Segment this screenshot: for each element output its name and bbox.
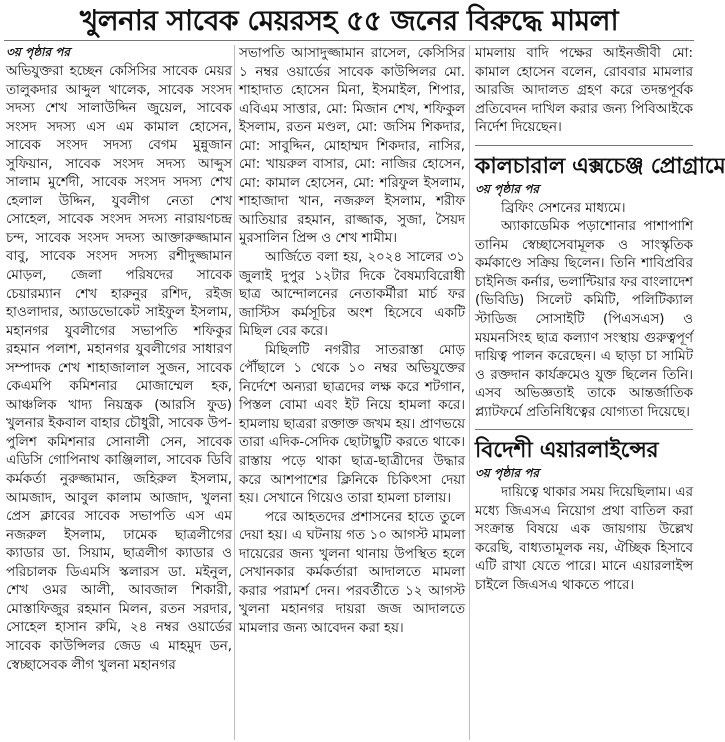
column-divider xyxy=(469,45,470,740)
article-paragraph: পরে আহতদের প্রশাসনের হাতে তুলে দেয়া হয়। এ ঘটনায় গত ১০ আগস্ট মামলা দায়েরের জন্য খুলনা থানায় উপস্থিত হলে সেখানকার কর্মকর্তারা আদালতে মামলা করার পরামর্শ দেন। পরবর্তীতে ১২ আগস্ট খুলনা মহানগর দায়রা জজ আদালতে মামলার জন্য আবেদন করা হয়। xyxy=(239,509,465,636)
section-headline-cultural-exchange: কালচারাল এক্সচেঞ্জ প্রোগ্রামে xyxy=(475,153,725,179)
continued-label: ৩য় পৃষ্ঠার পর xyxy=(475,466,540,481)
article-paragraph: দায়িত্বে থাকার সময় দিয়েছিলাম। এর মধ্যে জিএসএ নিয়োগ প্রথা বাতিল করা সংক্রান্ত বিষয়ে এক জায়গায় উল্লেখ করেছি, বাধ্যতামূলক নয়, ঐচ্ছিক হিসাবে এটি রাখা যেতে পারে। মানে এয়ারলাইন্স চাইলে জিএসএ থাকতে পারে। xyxy=(475,485,693,594)
section-rule xyxy=(475,145,693,146)
section-headline-foreign-airlines: বিদেশী এয়ারলাইন্সের xyxy=(475,438,659,464)
headline-rule xyxy=(4,40,694,41)
article-column-2 xyxy=(239,45,465,740)
article-column-3 xyxy=(475,45,725,740)
article-paragraph: সভাপতি আসাদুজ্জামান রাসেল, কেসিসির ১ নম্বর ওয়ার্ডের সাবেক কাউন্সিলর মো. শাহাদাত হোসেন মিনা, ইসমাইল, শিপার, এবিএম সাত্তার, মো: মিজান শেখ, শফিকুল ইসলাম, রতন মণ্ডল, মো: জসিম শিকদার, মো: সাবুদ্দিন, মোহাম্মদ শিকদার, নাসির, মো: খায়রুল বাসার, মো: নাজির হোসেন, মো: কামাল হোসেন, মো: শরিফুল ইসলাম, শাহাজাদা খান, নজরুল ইসলাম, শরীফ আতিয়ার রহমান, রাজ্জাক, সুজা, সৈয়দ মুরসালিন প্রিন্স ও শেখ শামীম। xyxy=(239,46,465,247)
continued-label: ৩য় পৃষ্ঠার পর xyxy=(6,45,71,59)
continued-label: ৩য় পৃষ্ঠার পর xyxy=(475,181,540,196)
article-paragraph: অভিযুক্তরা হচ্ছেন কেসিসির সাবেক মেয়র তালুকদার আব্দুল খালেক, সাবেক সংসদ সদস্য শেখ সালাউদ্দিন জুয়েল, সাবেক সংসদ সদস্য এস এম কামাল হোসেন, সাবেক সংসদ সদস্য বেগম মুন্নুজান সুফিয়ান, সাবেক সংসদ সদস্য আব্দুস সালাম মুর্শেদী, সাবেক সংসদ সদস্য শেখ হেলাল উদ্দিন, যুবলীগ নেতা শেখ সোহেল, সাবেক সংসদ সদস্য নারায়ণচন্দ্র চন্দ, সাবেক সংসদ সদস্য আক্তারুজ্জামান বাবু, সাবেক সংসদ সদস্য রশীদুজ্জামান মোড়ল, জেলা পরিষদের সাবেক চেয়ারম্যান শেখ হারুনুর রশিদ, রইজ হাওলাদার, অ্যাডভোকেট সাইফুল ইসলাম, মহানগর যুবলীগের সভাপতি শফিকুর রহমান পলাশ, মহানগর যুবলীগের সাধারণ সম্পাদক শেখ শাহাজালাল সুজন, সাবেক কেএমপি কমিশনার মোজাম্মেল হক, আঞ্চলিক খাদ্য নিয়ন্ত্রক (আরসি ফুড) খুলনার ইকবাল বাহার চৌধুরী, সাবেক উপ-পুলিশ কমিশনার সোনালী সেন, সাবেক এডিসি গোপিনাথ কাঞ্জিলাল, সাবেক ডিবি কর্মকর্তা নুরুজ্জামান, জহিরুল ইসলাম, আমজাদ, আবুল কালাম আজাদ, খুলনা প্রেস ক্লাবের সাবেক সভাপতি এস এম নজরুল ইসলাম, ঢামেক ছাত্রলীগের ক্যাডার ডা. সিয়াম, ছাত্রলীগ ক্যাডার ও পরিচালক ডিএমসি স্কলারস ডা. মইনুল, শেখ ওমর আলী, আবজাল শিকারী, মোস্তাফিজুর রহমান মিলন, রতন সরদার, সোহেল হাসান রুমি, ২৪ নম্বর ওয়ার্ডের সাবেক কাউন্সিলর জেড এ মাহমুদ ডন, স্বেচ্ছাসেবক লীগ খুলনা মহানগর xyxy=(6,64,232,673)
headline: খুলনার সাবেক মেয়রসহ ৫৫ জনের বিরুদ্ধে মামলা xyxy=(79,4,619,37)
article-column-1 xyxy=(6,45,232,740)
article-paragraph: ব্রিফিং সেশনের মাধ্যমে। xyxy=(501,200,626,216)
article-paragraph: আর্জিতে বলা হয়, ২০২৪ সালের ৩১ জুলাই দুপুর ১২টার দিকে বৈষম্যবিরোধী ছাত্র আন্দোলনের নেতাকর্মীরা মার্চ ফর জাস্টিস কর্মসূচির অংশ হিসেবে একটি মিছিল বের করে। xyxy=(239,250,465,340)
article-paragraph: মিছিলটি নগরীর সাতরাস্তা মোড় পৌঁছালে ১ থেকে ১০ নম্বর অভিযুক্তের নির্দেশে অন্যরা ছাত্রদের লক্ষ করে শটগান, পিস্তল বোমা এবং ইট নিয়ে হামলা করে। হামলায় ছাত্ররা রক্তাক্ত জখম হয়। প্রাণভয়ে তারা এদিক-সেদিক ছোটাছুটি করতে থাকে। রাস্তায় পড়ে থাকা ছাত্র-ছাত্রীদের উদ্ধার করে আশপাশের ক্লিনিকে চিকিৎসা দেয়া হয়। সেখানে গিয়েও তারা হামলা চালায়। xyxy=(239,342,465,507)
column-divider xyxy=(234,45,235,740)
section-rule xyxy=(475,429,693,430)
article-paragraph: মামলায় বাদি পক্ষের আইনজীবী মো: কামাল হোসেন বলেন, রোববার মামলার আরজি আদালত গ্রহণ করে তদন্তপূর্বক প্রতিবেদন দাখিল করার জন্য পিবিআইকে নির্দেশ দিয়েছেন। xyxy=(475,46,693,136)
article-paragraph: অ্যাকাডেমিক পড়াশোনার পাশাপাশি তানিম স্বেচ্ছাসেবামূলক ও সাংস্কৃতিক কর্মকাণ্ডে সক্রিয় ছিলেন। তিনি শাবিপ্রবির চাইনিজ কর্নার, ভলান্টিয়ার ফর বাংলাদেশ (ভিবিডি) সিলেট কমিটি, পলিটিক্যাল স্টাডিজ সোসাইটি (পিএসএস) ও ময়মনসিংহ ছাত্র কল্যাণ সংস্থায় গুরুত্বপূর্ণ দায়িত্ব পালন করেছেন। এ ছাড়া চা সামিট ও রক্তদান কার্যক্রমেও যুক্ত ছিলেন তিনি। এসব অভিজ্ঞতাই তাকে আন্তর্জাতিক প্ল্যাটফর্মে প্রতিনিধিত্বের যোগ্যতা দিয়েছে। xyxy=(475,219,693,420)
